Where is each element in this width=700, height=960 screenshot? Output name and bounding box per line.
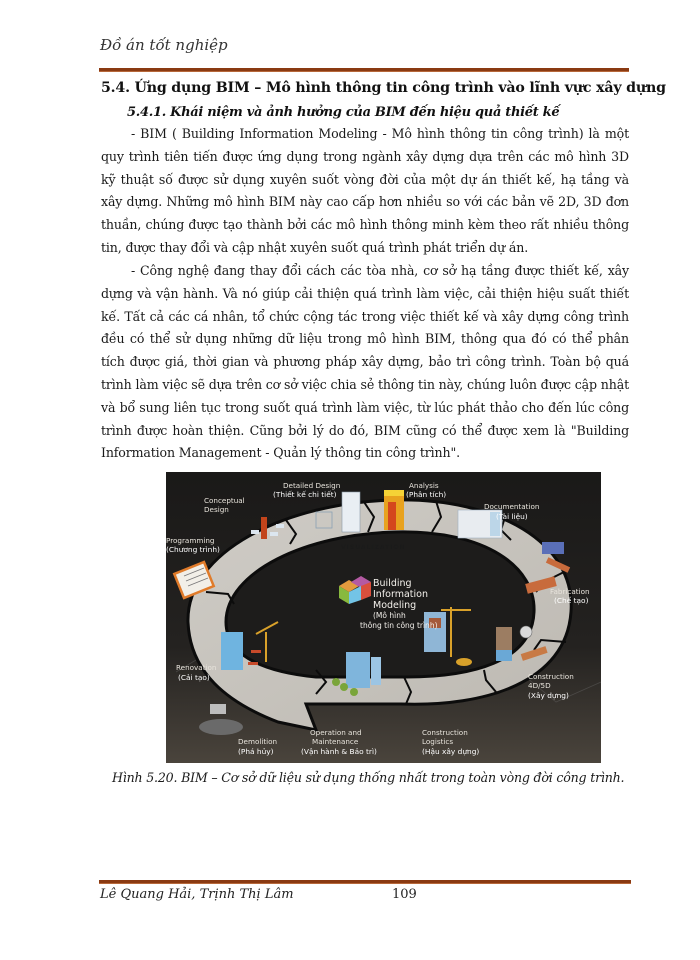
visualization-label: VISUALIZATION [341,544,406,551]
stage-construction-en2: 4D/5D [528,681,551,690]
stage-conceptual-en: Conceptual [204,496,245,505]
page-number: 109 [392,887,417,902]
stage-fabrication-en: Fabrication [550,587,590,596]
figure-caption: Hình 5.20. BIM – Cơ sở dữ liệu sử dụng thống nhất trong toàn vòng đời công trình. [112,770,625,785]
stage-operation-vi: (Vận hành & Bảo trì) [301,747,377,756]
stage-conceptual-en2: Design [204,505,229,514]
stage-operation-en: Operation and [310,728,362,737]
stage-renovation-vi: (Cải tạo) [178,673,210,682]
stage-demolition-en: Demolition [238,737,278,746]
center-label-line1: Building [373,578,412,589]
stage-logistics-en2: Logistics [422,737,454,746]
bim-lifecycle-figure [166,472,601,763]
center-label-line4: (Mô hình [373,611,406,620]
analysis-model-icon [384,490,404,530]
stage-construction-en: Construction [528,672,574,681]
stage-documentation-vi: (Tài liệu) [496,512,528,521]
stage-analysis-en: Analysis [409,481,439,490]
subsection-title: 5.4.1. Khái niệm và ảnh hưởng của BIM đến hiệu quả thiết kế [127,105,560,120]
stage-renovation-en: Renovation [176,663,217,672]
stage-logistics-en: Construction [422,728,468,737]
header-divider [99,68,629,72]
stage-detailed-en: Detailed Design [283,481,341,490]
footer-authors: Lê Quang Hải, Trịnh Thị Lâm [100,887,294,902]
center-label-line5: thông tin công trình) [360,621,438,630]
stage-analysis-vi: (Phân tích) [406,490,447,499]
stage-programming-vi: (Chương trình) [166,545,220,554]
stage-detailed-vi: (Thiết kế chi tiết) [273,490,337,499]
stage-construction-vi: (Xây dựng) [528,691,569,700]
paragraph-bim-technology [101,260,629,465]
footer-divider [99,880,631,884]
running-header: Đồ án tốt nghiệp [100,36,228,54]
paragraph-text: - Công nghệ đang thay đổi cách các tòa nhà, cơ sở hạ tầng được thiết kế, xây dựng và vận hành. Và nó giúp cải thiện quá trình làm việc, cải thiện hiệu suất thiết kế. Tất cả các cá nhân, tổ chức cộng tác trong việc thiết kế và xây dựng công trình đều có thể sử dụng những dữ liệu trong mô hình BIM, thông qua đó có thể phân tích được giá, thời gian và phương pháp xây dựng, bảo trì công trình. Toàn bộ quá trình làm việc sẽ dựa trên cơ sở việc chia sẻ thông tin này, chúng luôn được cập nhật và bổ sung liên tục trong suốt quá trình làm việc, từ lúc phát thảo cho đến lúc công trình được hoàn thiện. Cũng bởi lý do đó, BIM cũng có thể được xem là "Building Information Management - Quản lý thông tin công trình". [101,263,629,461]
stage-operation-en2: Maintenance [312,737,359,746]
center-label-line2: Information [373,589,428,600]
stage-logistics-vi: (Hậu xây dựng) [422,747,480,756]
center-label-line3: Modeling [373,600,417,611]
section-title: 5.4. Ứng dụng BIM – Mô hình thông tin công trình vào lĩnh vực xây dựng [101,80,666,96]
stage-programming-en: Programming [166,536,215,545]
stage-fabrication-vi: (Chế tạo) [554,596,589,605]
paragraph-bim-definition [101,123,629,260]
stage-demolition-vi: (Phá hủy) [238,747,274,756]
paragraph-text: - BIM ( Building Information Modeling - Mô hình thông tin công trình) là một quy trình tiên tiến được ứng dụng trong ngành xây dựng dựa trên các mô hình 3D kỹ thuật số được sử dụng xuyên suốt vòng đời của một dự án thiết kế, hạ tầng và xây dựng. Những mô hình BIM này cao cấp hơn nhiều so với các bản vẽ 2D, 3D đơn thuần, chúng được tạo thành bởi các mô hình thông minh kèm theo rất nhiều thông tin, được thay đổi và cập nhật xuyên suốt quá trình phát triển dự án. [101,126,629,255]
stage-documentation-en: Documentation [484,502,540,511]
